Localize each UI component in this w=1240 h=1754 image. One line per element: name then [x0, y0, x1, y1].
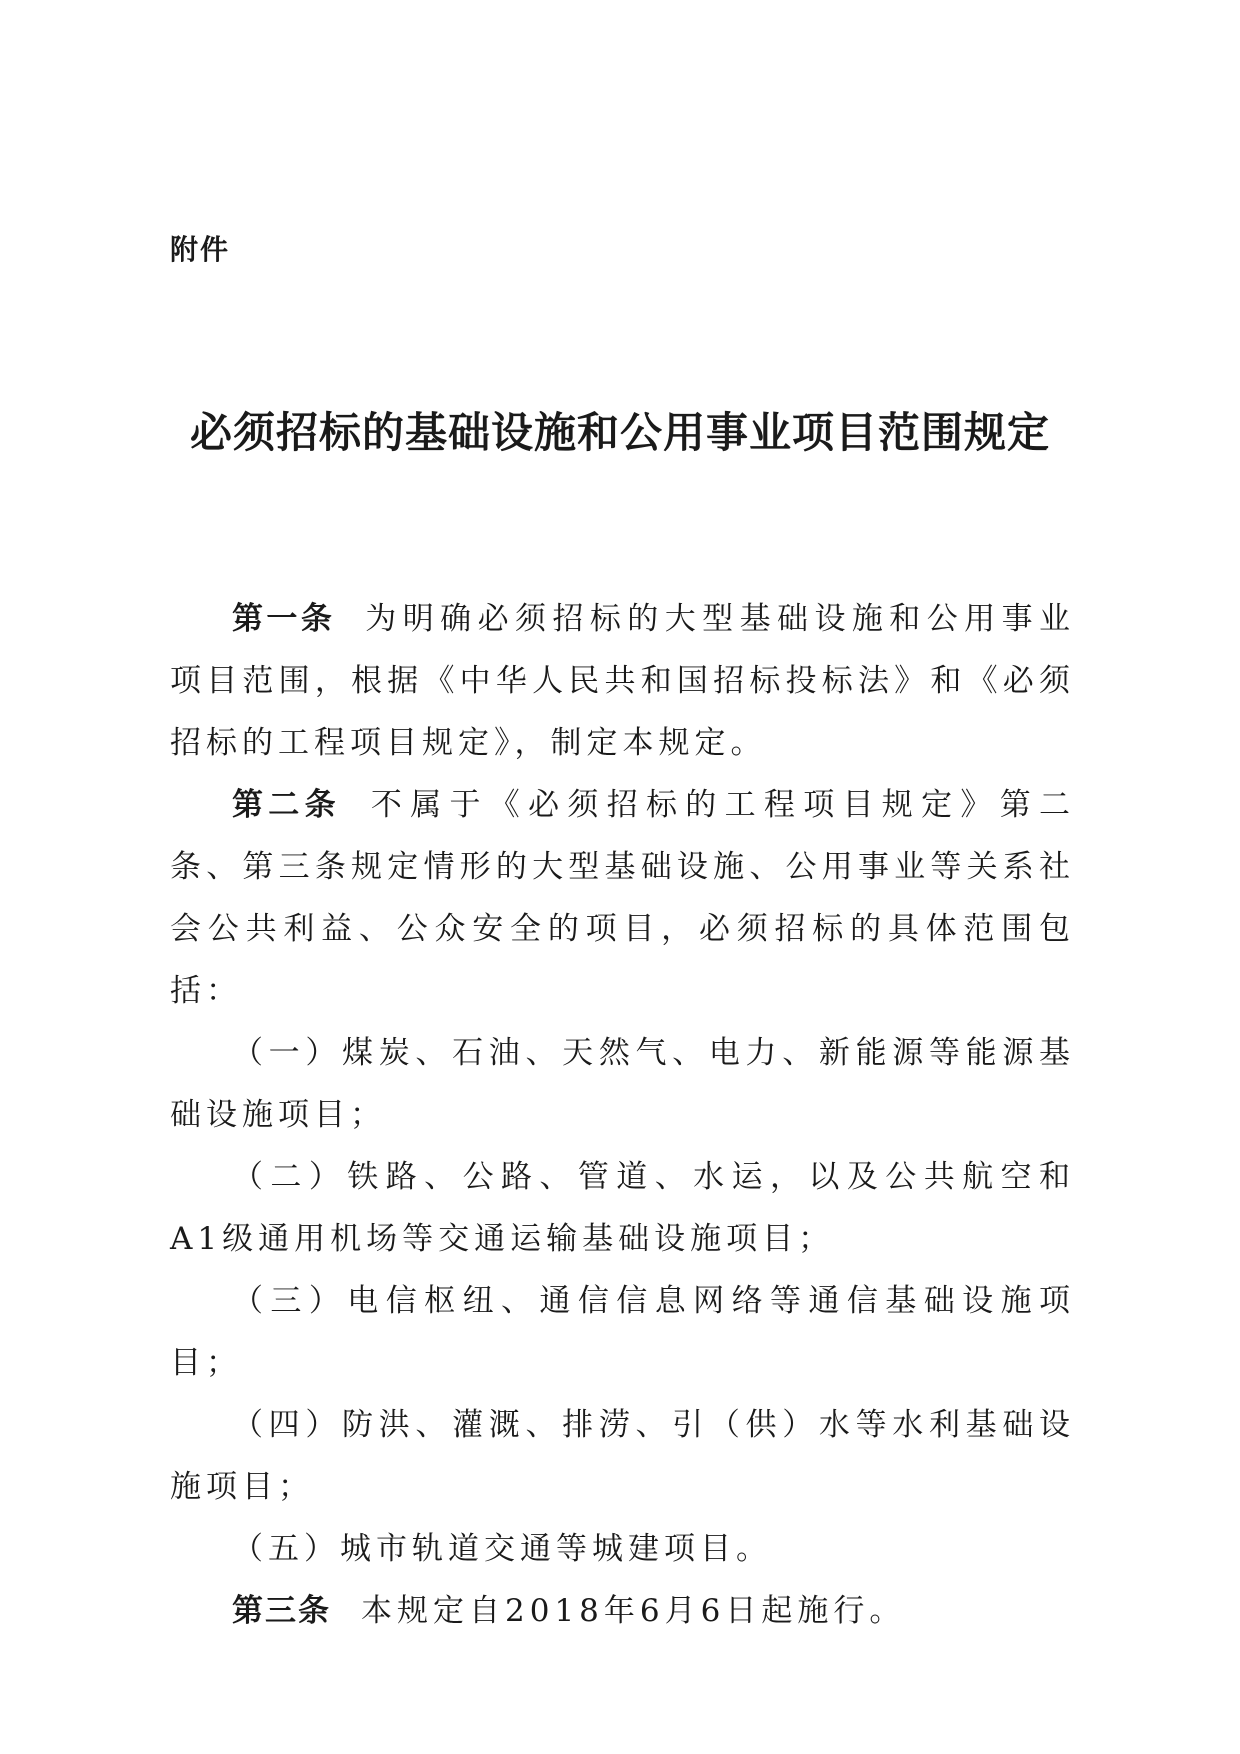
article-1: [170, 588, 1075, 774]
list-item: （五）城市轨道交通等城建项目。: [232, 1531, 772, 1567]
article-2-heading: 第二条: [232, 787, 341, 823]
article-1-text: 为明确必须招标的大型基础设施和公用事业项目范围，根据《中华人民共和国招标投标法》和《必须招标的工程项目规定》，制定本规定。: [170, 601, 1076, 761]
article-2-text: 不属于《必须招标的工程项目规定》第二条、第三条规定情形的大型基础设施、公用事业等关系社会公共利益、公众安全的项目，必须招标的具体范围包括：: [170, 787, 1076, 1009]
document-body: [170, 588, 1075, 1642]
article-1-heading: 第一条: [232, 601, 336, 637]
list-item: （三）电信枢纽、通信信息网络等通信基础设施项目；: [170, 1283, 1075, 1381]
attachment-label: 附件: [170, 233, 231, 266]
list-item: （四）防洪、灌溉、排涝、引（供）水等水利基础设施项目；: [170, 1407, 1075, 1505]
list-item: （二）铁路、公路、管道、水运，以及公共航空和A1级通用机场等交通运输基础设施项目；: [170, 1159, 1075, 1257]
list-item: （一）煤炭、石油、天然气、电力、新能源等能源基础设施项目；: [170, 1035, 1075, 1133]
article-3: [170, 1580, 1075, 1642]
article-3-heading: 第三条: [232, 1593, 331, 1629]
document-title: 必须招标的基础设施和公用事业项目范围规定: [189, 408, 1050, 457]
article-3-text: 本规定自2018年6月6日起施行。: [361, 1593, 906, 1629]
article-2: [170, 774, 1075, 1022]
